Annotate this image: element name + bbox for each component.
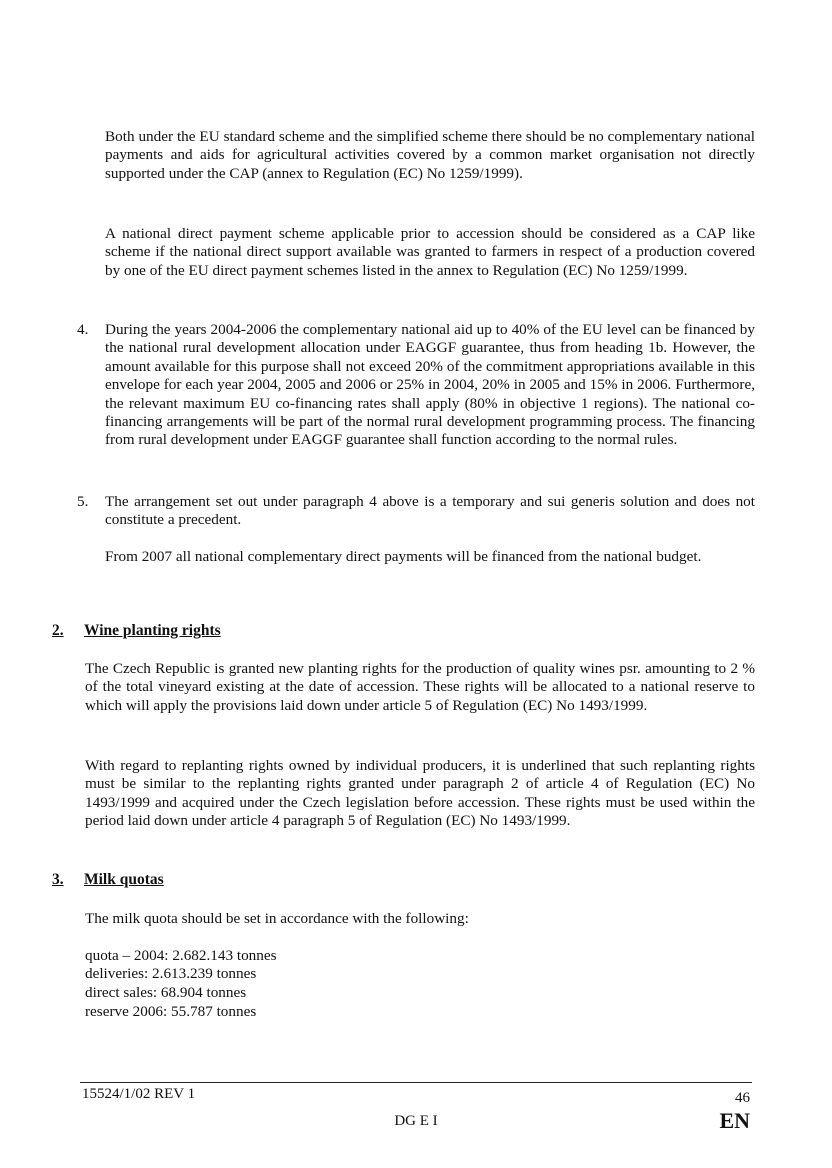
milk-quota-line: reserve 2006: 55.787 tonnes <box>85 1003 257 1020</box>
section-title: Milk quotas <box>84 871 164 888</box>
list-item-5-text: The arrangement set out under paragraph 4 above is a temporary and sui generis solution and does not constitute a precedent. <box>105 493 755 529</box>
footer-divider <box>80 1082 752 1083</box>
section-number: 2. <box>52 622 64 639</box>
footer-language-code: EN <box>719 1108 750 1133</box>
list-item-number-4: 4. <box>77 321 89 338</box>
paragraph-complementary-payments: Both under the EU standard scheme and the simplified scheme there should be no complementary national payments and aids for agricultural activities covered by a common market organisation not directly supported under the CAP (annex to Regulation (EC) No 1259/1999). <box>105 128 755 182</box>
milk-quota-intro: The milk quota should be set in accordance with the following: <box>85 910 469 927</box>
paragraph-new-planting-rights: The Czech Republic is granted new planting rights for the production of quality wines psr. amounting to 2 % of the total vineyard existing at the date of accession. These rights will be allocated to a national reserve to which will apply the provisions laid down under article 5 of Regulation (EC) No 1493/1999. <box>85 660 755 714</box>
footer-page-number: 46 <box>735 1090 750 1106</box>
list-item-number-5: 5. <box>77 493 89 510</box>
footer-department: DG E I <box>394 1113 438 1129</box>
section-number: 3. <box>52 871 64 888</box>
paragraph-cap-like-scheme: A national direct payment scheme applicable prior to accession should be considered as a CAP like scheme if the national direct support available was granted to farmers in respect of a production covered by one of the EU direct payment schemes listed in the annex to Regulation (EC) No 1259/1999. <box>105 225 755 279</box>
footer-document-reference: 15524/1/02 REV 1 <box>82 1086 196 1102</box>
milk-quota-line: direct sales: 68.904 tonnes <box>85 984 247 1001</box>
paragraph-national-budget: From 2007 all national complementary direct payments will be financed from the national budget. <box>105 548 702 565</box>
list-item-4-text: During the years 2004-2006 the complementary national aid up to 40% of the EU level can be financed by the national rural development allocation under EAGGF guarantee, thus from heading 1b. However, the amount available for this purpose shall not exceed 20% of the commitment appropriations available in this envelope for each year 2004, 2005 and 2006 or 25% in 2004, 20% in 2005 and 15% in 2006. Furthermore, the relevant maximum EU co-financing rates shall apply (80% in objective 1 regions). The national co-financing arrangements will be part of the normal rural development programming process. The financing from rural development under EAGGF guarantee shall function according to the normal rules. <box>105 321 755 449</box>
milk-quota-line: quota – 2004: 2.682.143 tonnes <box>85 947 277 964</box>
paragraph-replanting-rights: With regard to replanting rights owned by individual producers, it is underlined that such replanting rights must be similar to the replanting rights granted under paragraph 2 of article 4 of Regulation (EC) No 1493/1999 and acquired under the Czech legislation before accession. These rights must be used within the period laid down under article 4 paragraph 5 of Regulation (EC) No 1493/1999. <box>85 757 755 830</box>
section-heading-milk <box>52 871 164 889</box>
section-title: Wine planting rights <box>84 622 221 639</box>
milk-quota-line: deliveries: 2.613.239 tonnes <box>85 965 257 982</box>
section-heading-wine <box>52 622 221 640</box>
